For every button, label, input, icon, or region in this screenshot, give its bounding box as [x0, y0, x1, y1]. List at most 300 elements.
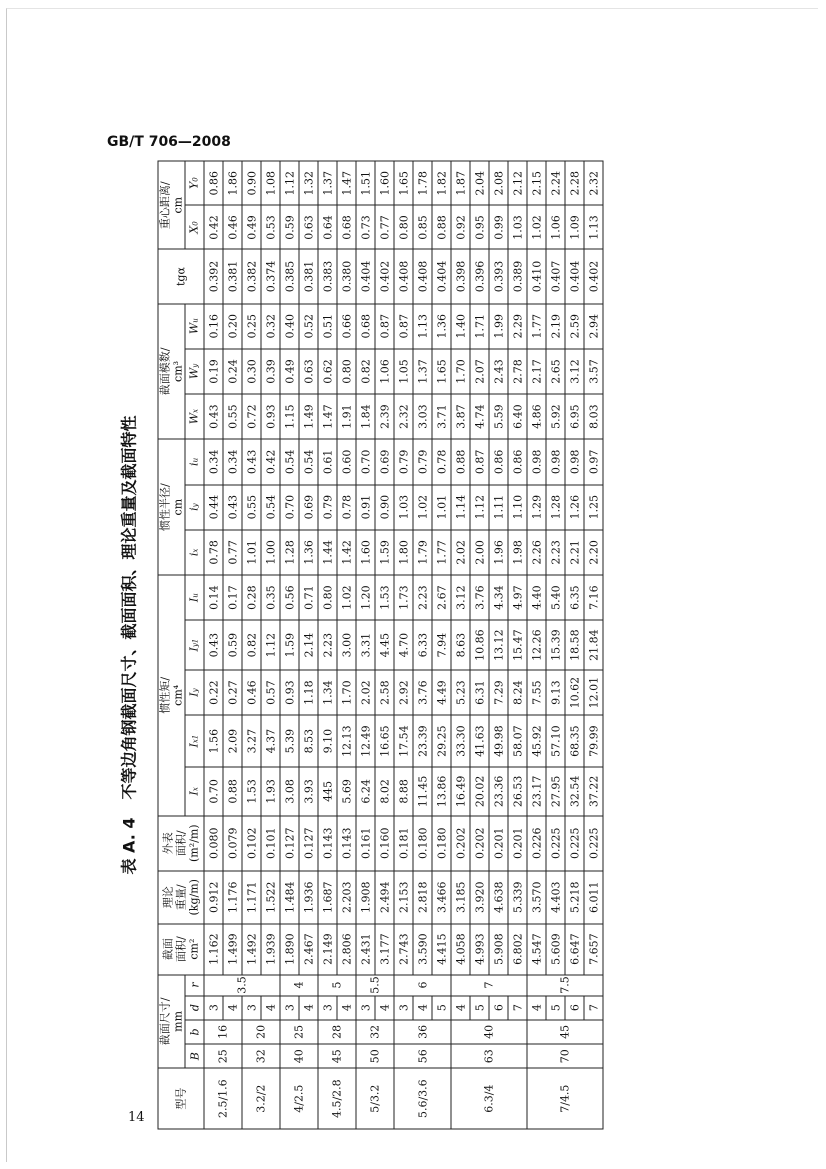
cell-iu: 0.98	[565, 439, 584, 484]
cell-iy: 1.01	[432, 485, 451, 530]
cell-wu: 2.19	[546, 304, 565, 349]
cell-weight: 5.218	[565, 871, 584, 924]
cell-d: 3	[204, 996, 223, 1020]
cell-d: 3	[356, 996, 375, 1020]
cell-wu: 0.66	[337, 304, 356, 349]
cell-tga: 0.385	[280, 250, 299, 304]
cell-area: 1.162	[204, 924, 223, 975]
cell-ix: 37.22	[584, 767, 603, 816]
header-dims: 截面尺寸/ mm	[158, 975, 185, 1069]
cell-ix: 8.88	[394, 767, 413, 816]
cell-area: 2.431	[356, 924, 375, 975]
cell-ix: 1.80	[394, 530, 413, 575]
header-inertia: 惯性矩/ cm⁴	[158, 575, 185, 816]
cell-wu: 0.16	[204, 304, 223, 349]
cell-x0: 0.73	[356, 205, 375, 249]
header-area: 截面 面积/ cm²	[158, 924, 204, 975]
cell-iu: 4.34	[489, 575, 508, 620]
cell-iu: 1.53	[375, 575, 394, 620]
cell-model: 5/3.2	[356, 1068, 394, 1129]
cell-iy: 0.90	[375, 485, 394, 530]
cell-b: 25	[280, 1020, 318, 1044]
cell-weight: 1.936	[299, 871, 318, 924]
cell-ix: 2.20	[584, 530, 603, 575]
cell-y0: 1.08	[261, 161, 280, 205]
cell-ix: 2.21	[565, 530, 584, 575]
header-Iy1: Iy1	[185, 620, 204, 670]
cell-wy: 2.17	[527, 349, 546, 394]
cell-wy: 1.65	[432, 349, 451, 394]
cell-wx: 2.39	[375, 394, 394, 439]
cell-ix: 0.88	[223, 767, 242, 816]
cell-iy: 2.92	[394, 670, 413, 715]
cell-b: 45	[527, 1020, 603, 1044]
cell-wu: 1.36	[432, 304, 451, 349]
cell-area: 1.890	[280, 924, 299, 975]
cell-ix1: 58.07	[508, 715, 527, 767]
cell-model: 2.5/1.6	[204, 1068, 242, 1129]
header-X0: X0	[185, 205, 204, 249]
cell-area: 2.743	[394, 924, 413, 975]
cell-wy: 2.78	[508, 349, 527, 394]
cell-iy1: 1.12	[261, 620, 280, 670]
cell-x0: 1.02	[527, 205, 546, 249]
cell-ix: 1.60	[356, 530, 375, 575]
cell-d: 4	[261, 996, 280, 1020]
cell-iy: 12.01	[584, 670, 603, 715]
cell-y0: 2.15	[527, 161, 546, 205]
cell-ix1: 9.10	[318, 715, 337, 767]
cell-iu: 0.97	[584, 439, 603, 484]
cell-ix: 0.70	[204, 767, 223, 816]
cell-ix: 5.69	[337, 767, 356, 816]
cell-iy: 1.34	[318, 670, 337, 715]
cell-iy: 1.26	[565, 485, 584, 530]
cell-iu: 0.80	[318, 575, 337, 620]
cell-iy1: 0.82	[242, 620, 261, 670]
cell-ix1: 23.39	[413, 715, 432, 767]
cell-area: 2.149	[318, 924, 337, 975]
cell-ix: 1.44	[318, 530, 337, 575]
header-radius: 惯性半径/ cm	[158, 439, 185, 575]
cell-d: 4	[337, 996, 356, 1020]
cell-iy: 2.58	[375, 670, 394, 715]
cell-tga: 0.402	[375, 250, 394, 304]
cell-ix: 2.00	[470, 530, 489, 575]
cell-y0: 1.51	[356, 161, 375, 205]
header-modulus: 截面模数/ cm³	[158, 304, 185, 440]
cell-x0: 0.92	[451, 205, 470, 249]
cell-iu: 3.12	[451, 575, 470, 620]
cell-wu: 2.94	[584, 304, 603, 349]
cell-x0: 0.46	[223, 205, 242, 249]
cell-ix: 2.26	[527, 530, 546, 575]
cell-x0: 0.42	[204, 205, 223, 249]
cell-iu: 0.43	[242, 439, 261, 484]
header-surface: 外表 面积/ (m²/m)	[158, 816, 204, 871]
cell-wy: 1.06	[375, 349, 394, 394]
cell-d: 4	[451, 996, 470, 1020]
cell-weight: 0.912	[204, 871, 223, 924]
cell-iu: 0.71	[299, 575, 318, 620]
cell-ix: 0.77	[223, 530, 242, 575]
cell-wy: 3.12	[565, 349, 584, 394]
cell-tga: 0.382	[242, 250, 261, 304]
cell-iy: 0.55	[242, 485, 261, 530]
cell-x0: 0.99	[489, 205, 508, 249]
cell-ix1: 45.92	[527, 715, 546, 767]
cell-ix1: 16.65	[375, 715, 394, 767]
cell-ix: 1.79	[413, 530, 432, 575]
cell-weight: 2.494	[375, 871, 394, 924]
cell-surface: 0.226	[527, 816, 546, 871]
header-Y0: Y0	[185, 161, 204, 205]
cell-d: 7	[584, 996, 603, 1020]
cell-iu: 0.98	[527, 439, 546, 484]
cell-iy: 0.57	[261, 670, 280, 715]
cell-wy: 1.05	[394, 349, 413, 394]
cell-iy: 0.22	[204, 670, 223, 715]
cell-d: 6	[489, 996, 508, 1020]
cell-area: 3.590	[413, 924, 432, 975]
cell-tga: 0.404	[432, 250, 451, 304]
cell-r: 5.5	[356, 975, 394, 996]
cell-x0: 0.63	[299, 205, 318, 249]
cell-iy1: 0.59	[223, 620, 242, 670]
table-row	[280, 161, 299, 1129]
cell-iy1: 0.43	[204, 620, 223, 670]
cell-iy: 1.25	[584, 485, 603, 530]
cell-ix: 3.08	[280, 767, 299, 816]
cell-ix: 1.59	[375, 530, 394, 575]
cell-wx: 1.49	[299, 394, 318, 439]
cell-iy: 0.44	[204, 485, 223, 530]
cell-y0: 2.28	[565, 161, 584, 205]
cell-iu: 0.28	[242, 575, 261, 620]
cell-b: 40	[451, 1020, 527, 1044]
cell-wu: 0.51	[318, 304, 337, 349]
cell-wy: 0.19	[204, 349, 223, 394]
cell-wy: 1.37	[413, 349, 432, 394]
cell-iy: 1.70	[337, 670, 356, 715]
cell-ix: 16.49	[451, 767, 470, 816]
cell-iu: 6.35	[565, 575, 584, 620]
cell-ix: 1.93	[261, 767, 280, 816]
cell-ix: 2.23	[546, 530, 565, 575]
cell-wu: 1.99	[489, 304, 508, 349]
cell-y0: 1.37	[318, 161, 337, 205]
cell-weight: 1.908	[356, 871, 375, 924]
cell-wx: 1.91	[337, 394, 356, 439]
table-body	[204, 161, 603, 1129]
cell-wx: 6.40	[508, 394, 527, 439]
cell-iy1: 6.33	[413, 620, 432, 670]
cell-iu: 0.87	[470, 439, 489, 484]
header-Wx: Wx	[185, 394, 204, 439]
cell-surface: 0.181	[394, 816, 413, 871]
cell-wx: 4.86	[527, 394, 546, 439]
cell-iu: 0.35	[261, 575, 280, 620]
header-Wu: Wu	[185, 304, 204, 349]
cell-d: 3	[394, 996, 413, 1020]
cell-d: 5	[546, 996, 565, 1020]
cell-model: 4/2.5	[280, 1068, 318, 1129]
cell-iu: 3.76	[470, 575, 489, 620]
caption-title: 不等边角钢截面尺寸、截面面积、理论重量及截面特性	[119, 415, 139, 800]
cell-b: 40	[280, 1044, 318, 1068]
cell-iy: 0.79	[318, 485, 337, 530]
cell-b: 70	[527, 1044, 603, 1068]
cell-ix: 26.53	[508, 767, 527, 816]
table-row	[356, 161, 375, 1129]
cell-x0: 0.53	[261, 205, 280, 249]
header-Iy: Iy	[185, 670, 204, 715]
cell-iu: 0.86	[489, 439, 508, 484]
header-b: b	[185, 1020, 204, 1044]
cell-x0: 1.09	[565, 205, 584, 249]
cell-iy: 1.03	[394, 485, 413, 530]
cell-iu: 0.79	[394, 439, 413, 484]
cell-tga: 0.381	[299, 250, 318, 304]
cell-iy: 9.13	[546, 670, 565, 715]
cell-r: 4	[280, 975, 318, 996]
cell-iy1: 15.47	[508, 620, 527, 670]
cell-weight: 1.687	[318, 871, 337, 924]
cell-d: 4	[299, 996, 318, 1020]
cell-iy: 10.62	[565, 670, 584, 715]
cell-ix: 1.36	[299, 530, 318, 575]
cell-ix: 445	[318, 767, 337, 816]
cell-weight: 1.176	[223, 871, 242, 924]
cell-iu: 0.17	[223, 575, 242, 620]
cell-weight: 3.570	[527, 871, 546, 924]
cell-ix: 3.93	[299, 767, 318, 816]
cell-ix1: 79.99	[584, 715, 603, 767]
cell-iy: 0.93	[280, 670, 299, 715]
cell-wx: 1.84	[356, 394, 375, 439]
cell-weight: 3.920	[470, 871, 489, 924]
cell-tga: 0.374	[261, 250, 280, 304]
cell-iu: 2.67	[432, 575, 451, 620]
cell-wu: 0.40	[280, 304, 299, 349]
cell-area: 1.499	[223, 924, 242, 975]
cell-iy: 0.43	[223, 485, 242, 530]
cell-tga: 0.389	[508, 250, 527, 304]
cell-ix: 1.00	[261, 530, 280, 575]
cell-d: 3	[318, 996, 337, 1020]
cell-ix1: 5.39	[280, 715, 299, 767]
cell-y0: 1.78	[413, 161, 432, 205]
cell-ix1: 12.13	[337, 715, 356, 767]
cell-iy: 1.11	[489, 485, 508, 530]
cell-y0: 2.24	[546, 161, 565, 205]
cell-ix1: 3.27	[242, 715, 261, 767]
cell-y0: 1.65	[394, 161, 413, 205]
cell-area: 1.939	[261, 924, 280, 975]
cell-tga: 0.396	[470, 250, 489, 304]
cell-wu: 1.77	[527, 304, 546, 349]
cell-ix: 8.02	[375, 767, 394, 816]
header-weight: 理论 重量/ (kg/m)	[158, 871, 204, 924]
header-tga: tgα	[158, 250, 204, 304]
cell-weight: 4.403	[546, 871, 565, 924]
cell-area: 4.993	[470, 924, 489, 975]
cell-wx: 2.32	[394, 394, 413, 439]
cell-iy1: 13.12	[489, 620, 508, 670]
cell-wy: 0.82	[356, 349, 375, 394]
cell-iy: 0.46	[242, 670, 261, 715]
cell-wx: 5.92	[546, 394, 565, 439]
cell-ix: 0.78	[204, 530, 223, 575]
cell-wx: 0.55	[223, 394, 242, 439]
cell-iu: 0.54	[299, 439, 318, 484]
table-row	[394, 161, 413, 1129]
cell-iy: 8.24	[508, 670, 527, 715]
cell-x0: 0.77	[375, 205, 394, 249]
cell-surface: 0.180	[432, 816, 451, 871]
cell-ix: 1.42	[337, 530, 356, 575]
cell-ix: 1.01	[242, 530, 261, 575]
cell-wx: 1.15	[280, 394, 299, 439]
table-caption	[113, 161, 147, 1130]
cell-tga: 0.408	[413, 250, 432, 304]
cell-iy: 1.12	[470, 485, 489, 530]
cell-area: 6.802	[508, 924, 527, 975]
cell-tga: 0.407	[546, 250, 565, 304]
cell-iu: 0.70	[356, 439, 375, 484]
cell-area: 4.415	[432, 924, 451, 975]
cell-surface: 0.127	[280, 816, 299, 871]
cell-iu: 0.34	[204, 439, 223, 484]
cell-iu: 0.86	[508, 439, 527, 484]
cell-wu: 0.20	[223, 304, 242, 349]
cell-iy1: 8.63	[451, 620, 470, 670]
cell-d: 3	[242, 996, 261, 1020]
cell-iy1: 4.70	[394, 620, 413, 670]
cell-weight: 1.522	[261, 871, 280, 924]
cell-surface: 0.143	[337, 816, 356, 871]
cell-y0: 1.86	[223, 161, 242, 205]
cell-x0: 0.68	[337, 205, 356, 249]
cell-wu: 0.25	[242, 304, 261, 349]
cell-surface: 0.180	[413, 816, 432, 871]
cell-model: 7/4.5	[527, 1068, 603, 1129]
cell-wx: 1.47	[318, 394, 337, 439]
cell-iu: 2.23	[413, 575, 432, 620]
cell-iy1: 2.23	[318, 620, 337, 670]
cell-y0: 0.90	[242, 161, 261, 205]
cell-y0: 1.60	[375, 161, 394, 205]
cell-iy: 6.31	[470, 670, 489, 715]
cell-b: 16	[204, 1020, 242, 1044]
cell-r: 7.5	[527, 975, 603, 996]
cell-wy: 0.80	[337, 349, 356, 394]
cell-ix: 32.54	[565, 767, 584, 816]
cell-iy1: 3.00	[337, 620, 356, 670]
rotated-table-block	[113, 161, 714, 1130]
cell-iy: 7.55	[527, 670, 546, 715]
cell-x0: 0.80	[394, 205, 413, 249]
cell-d: 5	[470, 996, 489, 1020]
cell-weight: 6.011	[584, 871, 603, 924]
cell-tga: 0.404	[565, 250, 584, 304]
cell-surface: 0.161	[356, 816, 375, 871]
header-Ix1: Ix1	[185, 715, 204, 767]
cell-wu: 2.29	[508, 304, 527, 349]
cell-iy: 0.69	[299, 485, 318, 530]
cell-area: 2.467	[299, 924, 318, 975]
cell-tga: 0.402	[584, 250, 603, 304]
cell-iu: 0.61	[318, 439, 337, 484]
cell-wu: 0.87	[394, 304, 413, 349]
cell-wy: 1.70	[451, 349, 470, 394]
cell-iy: 0.78	[337, 485, 356, 530]
cell-r: 7	[451, 975, 527, 996]
cell-area: 5.908	[489, 924, 508, 975]
cell-iy1: 15.39	[546, 620, 565, 670]
cell-tga: 0.392	[204, 250, 223, 304]
header-iu: iu	[185, 439, 204, 484]
cell-surface: 0.202	[470, 816, 489, 871]
cell-area: 6.647	[565, 924, 584, 975]
cell-wu: 0.68	[356, 304, 375, 349]
cell-iy: 1.10	[508, 485, 527, 530]
cell-iu: 0.34	[223, 439, 242, 484]
table-row	[451, 161, 470, 1129]
cell-area: 5.609	[546, 924, 565, 975]
cell-weight: 2.153	[394, 871, 413, 924]
cell-ix: 1.53	[242, 767, 261, 816]
cell-iy: 1.02	[413, 485, 432, 530]
cell-wx: 6.95	[565, 394, 584, 439]
cell-iy: 0.91	[356, 485, 375, 530]
cell-area: 2.806	[337, 924, 356, 975]
cell-iy: 4.49	[432, 670, 451, 715]
cell-surface: 0.127	[299, 816, 318, 871]
cell-x0: 0.85	[413, 205, 432, 249]
cell-ix1: 57.10	[546, 715, 565, 767]
cell-b: 28	[318, 1020, 356, 1044]
cell-wx: 3.87	[451, 394, 470, 439]
cell-area: 4.058	[451, 924, 470, 975]
cell-ix: 2.02	[451, 530, 470, 575]
header-Wy: Wy	[185, 349, 204, 394]
header-B: B	[185, 1044, 204, 1068]
cell-iu: 7.16	[584, 575, 603, 620]
cell-ix: 13.86	[432, 767, 451, 816]
cell-iy: 3.76	[413, 670, 432, 715]
cell-wx: 0.43	[204, 394, 223, 439]
cell-b: 56	[394, 1044, 451, 1068]
cell-ix1: 49.98	[489, 715, 508, 767]
cell-wy: 0.62	[318, 349, 337, 394]
cell-iu: 1.73	[394, 575, 413, 620]
cell-iy: 1.29	[527, 485, 546, 530]
cell-ix: 20.02	[470, 767, 489, 816]
header-Iu: Iu	[185, 575, 204, 620]
angle-steel-table	[158, 161, 604, 1130]
cell-d: 5	[432, 996, 451, 1020]
cell-b: 63	[451, 1044, 527, 1068]
cell-y0: 2.12	[508, 161, 527, 205]
cell-tga: 0.380	[337, 250, 356, 304]
cell-iu: 0.78	[432, 439, 451, 484]
cell-wx: 4.74	[470, 394, 489, 439]
cell-d: 4	[223, 996, 242, 1020]
cell-d: 3	[280, 996, 299, 1020]
cell-ix: 1.28	[280, 530, 299, 575]
cell-iy: 0.70	[280, 485, 299, 530]
